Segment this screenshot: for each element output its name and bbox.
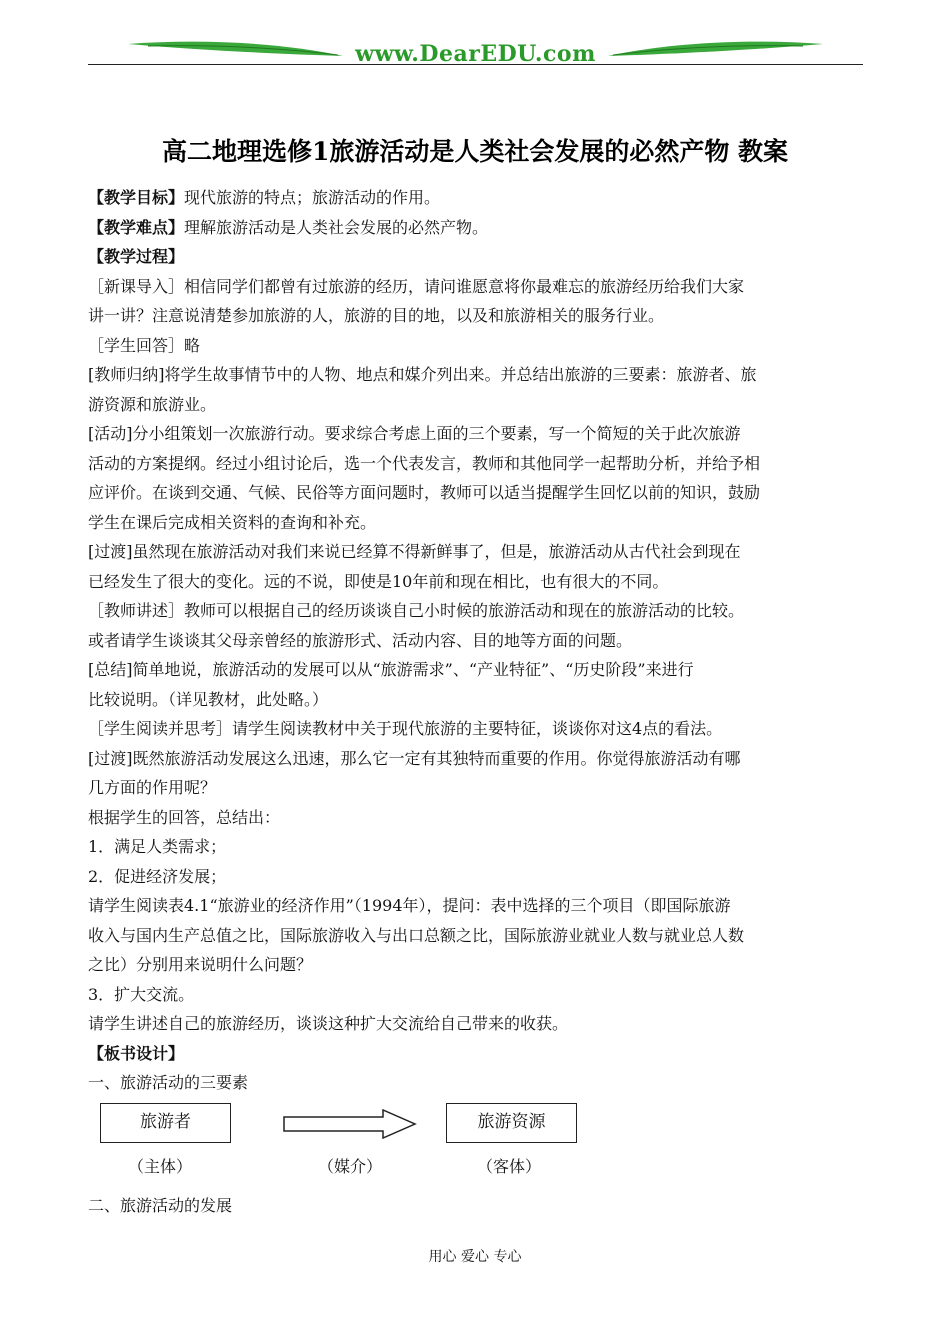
line-text: [过渡]既然旅游活动发展这么迅速，那么它一定有其独特而重要的作用。你觉得旅游活动有哪: [88, 748, 741, 768]
line-text: 根据学生的回答，总结出：: [88, 807, 281, 827]
body-line: [88, 272, 868, 302]
body-line: [88, 950, 868, 980]
line-text: [过渡]虽然现在旅游活动对我们来说已经算不得新鲜事了，但是，旅游活动从古代社会到现在: [88, 542, 741, 561]
body-line: [88, 832, 868, 862]
site-header: [88, 30, 863, 75]
body-line: [88, 537, 868, 567]
body-line: [88, 773, 868, 803]
body-line: [88, 862, 868, 892]
body-line: [88, 301, 868, 331]
body-line: [88, 242, 868, 272]
body-line: [88, 508, 868, 538]
header-rule: [88, 64, 863, 65]
body-line: [88, 596, 868, 626]
document-title: 高二地理选修1旅游活动是人类社会发展的必然产物 教案: [161, 137, 789, 166]
body-line: [88, 980, 868, 1010]
body-line: [88, 626, 868, 656]
document-body: [88, 183, 868, 1098]
section-label: 【教学过程】: [88, 247, 185, 266]
line-text: 几方面的作用呢？: [88, 778, 217, 797]
section-label: 【教学目标】: [88, 188, 185, 207]
line-text: [活动]分小组策划一次旅游行动。要求综合考虑上面的三个要素，写一个简短的关于此次旅游: [88, 424, 741, 443]
body-line: [88, 891, 868, 921]
body-line: [88, 183, 868, 213]
line-text: [总结]简单地说，旅游活动的发展可以从“旅游需求”、“产业特征”、“历史阶段”来进行: [88, 660, 694, 679]
body-line: [88, 331, 868, 361]
medium-caption: （媒介）: [318, 1157, 383, 1176]
body-line: [88, 360, 868, 390]
body-line: [88, 478, 868, 508]
line-text: ［教师讲述］教师可以根据自己的经历谈谈自己小时候的旅游活动和现在的旅游活动的比较。: [88, 601, 745, 620]
line-text: 学生在课后完成相关资料的查询和补充。: [88, 512, 377, 532]
body-line: [88, 1009, 868, 1039]
body-line: [88, 567, 868, 597]
subject-caption: （主体）: [128, 1157, 193, 1176]
line-text: 或者请学生谈谈其父母亲曾经的旅游形式、活动内容、目的地等方面的问题。: [88, 630, 633, 650]
board-diagram: [100, 1103, 580, 1183]
line-text: 比较说明。（详见教材，此处略。）: [88, 689, 329, 709]
section-label: 【板书设计】: [88, 1043, 185, 1063]
object-caption: （客体）: [477, 1157, 542, 1176]
body-line: [88, 419, 868, 449]
page-footer: 用心 爱心 专心: [428, 1249, 522, 1265]
body-line: [88, 714, 868, 744]
body-line: [88, 921, 868, 951]
line-text: 收入与国内生产总值之比，国际旅游收入与出口总额之比，国际旅游业就业人数与就业总人数: [88, 925, 745, 945]
line-text: 3．扩大交流。: [88, 984, 195, 1004]
body-line: [88, 655, 868, 685]
right-arrow-icon: [283, 1109, 417, 1139]
line-text: 讲一讲？注意说清楚参加旅游的人，旅游的目的地，以及和旅游相关的服务行业。: [88, 306, 665, 325]
line-text: 游资源和旅游业。: [88, 394, 217, 414]
line-text: 一、旅游活动的三要素: [88, 1073, 249, 1092]
body-line: [88, 685, 868, 715]
body-line: [88, 744, 868, 774]
line-text: 现代旅游的特点；旅游活动的作用。: [184, 188, 441, 207]
body-line: [88, 803, 868, 833]
section-two-heading: 二、旅游活动的发展: [88, 1196, 233, 1215]
line-text: ［新课导入］相信同学们都曾有过旅游的经历，请问谁愿意将你最难忘的旅游经历给我们大家: [88, 276, 745, 296]
line-text: ［学生阅读并思考］请学生阅读教材中关于现代旅游的主要特征，谈谈你对这4点的看法。: [88, 719, 723, 738]
line-text: 之比）分别用来说明什么问题？: [88, 955, 313, 974]
line-text: 1．满足人类需求；: [88, 837, 227, 856]
line-text: 请学生讲述自己的旅游经历，谈谈这种扩大交流给自己带来的收获。: [88, 1014, 569, 1033]
body-line: [88, 390, 868, 420]
site-name: www.DearEDU.com: [355, 41, 596, 67]
line-text: 理解旅游活动是人类社会发展的必然产物。: [184, 217, 489, 237]
line-text: 2．促进经济发展；: [88, 866, 227, 886]
body-line: [88, 1039, 868, 1069]
body-line: [88, 449, 868, 479]
line-text: 应评价。在谈到交通、气候、民俗等方面问题时，教师可以适当提醒学生回忆以前的知识，鼓励: [88, 483, 761, 502]
tourist-box: 旅游者: [100, 1103, 231, 1143]
resource-box: 旅游资源: [446, 1103, 577, 1143]
line-text: ［学生回答］略: [88, 335, 201, 355]
line-text: 请学生阅读表4.1“旅游业的经济作用”（1994年），提问：表中选择的三个项目（即国际旅游: [88, 896, 731, 915]
line-text: 已经发生了很大的变化。远的不说，即使是10年前和现在相比，也有很大的不同。: [88, 571, 669, 591]
line-text: 活动的方案提纲。经过小组讨论后，选一个代表发言，教师和其他同学一起帮助分析，并给予相: [88, 453, 761, 473]
line-text: [教师归纳]将学生故事情节中的人物、地点和媒介列出来。并总结出旅游的三要素：旅游者、旅: [88, 365, 757, 384]
body-line: [88, 1068, 868, 1098]
section-label: 【教学难点】: [88, 217, 185, 237]
body-line: [88, 213, 868, 243]
